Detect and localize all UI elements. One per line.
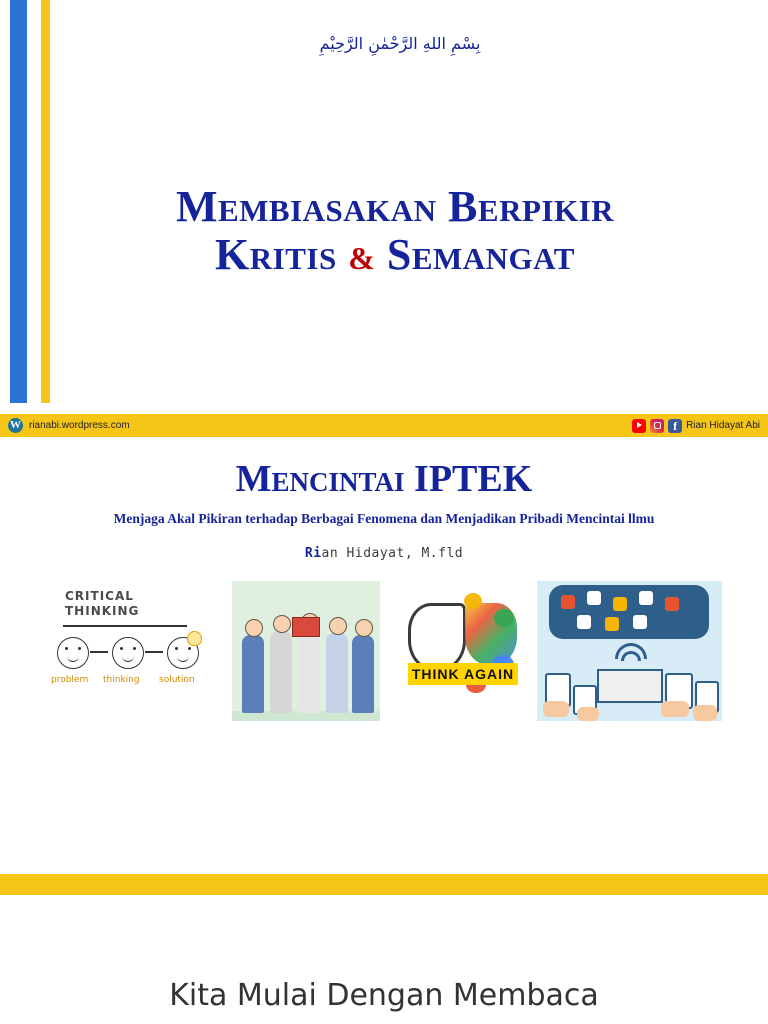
- app-icon: [561, 595, 575, 609]
- app-icon: [633, 615, 647, 629]
- app-icon: [605, 617, 619, 631]
- footer-right-group: [632, 419, 760, 433]
- face-icon-problem: [57, 637, 89, 669]
- slide-1: [0, 0, 768, 437]
- wordpress-icon: W: [10, 419, 21, 431]
- student-figure: [242, 635, 264, 713]
- head-shape: [273, 615, 291, 633]
- bismillah-text: بِسْمِ اللهِ الرَّحْمٰنِ الرَّحِيْمِ: [319, 34, 481, 53]
- student-figure: [326, 633, 348, 713]
- app-icon: [665, 597, 679, 611]
- slide-2-subtitle: Menjaga Akal Pikiran terhadap Berbagai Fenomena dan Menjadikan Pribadi Mencintai llmu: [113, 511, 655, 526]
- ct-heading-line-2: THINKING: [65, 604, 140, 618]
- title-semangat: Semangat: [386, 230, 575, 279]
- author-part-1: Ri: [304, 546, 322, 561]
- facebook-icon[interactable]: f: [668, 419, 682, 433]
- author-part-2: an Hi: [321, 546, 364, 561]
- slide-1-footer: [0, 414, 768, 437]
- brain-outline-left: [408, 603, 466, 671]
- slide-2-author: [0, 546, 768, 561]
- smile-shape: [122, 655, 134, 662]
- title-ampersand: &: [348, 240, 376, 276]
- student-figure: [298, 629, 320, 713]
- ct-heading-line-1: CRITICAL: [65, 589, 134, 603]
- footer-site-url[interactable]: rianabi.wordpress.com: [29, 420, 130, 431]
- footer-left-group: [8, 418, 130, 433]
- ct-label-solution: solution: [159, 675, 195, 685]
- slide-3: [0, 895, 768, 1024]
- face-icon-thinking: [112, 637, 144, 669]
- slide-2: [0, 437, 768, 874]
- desktop-computer-icon: [597, 669, 663, 703]
- slide-3-title: Kita Mulai Dengan Membaca: [169, 978, 599, 1013]
- students-illustration: [232, 581, 380, 721]
- title-line-2: [55, 231, 735, 282]
- connector-1: [90, 651, 108, 653]
- color-blob: [464, 593, 482, 609]
- color-blob: [494, 609, 514, 627]
- cloud-panel: [549, 585, 709, 639]
- lightbulb-icon: [187, 631, 202, 646]
- think-again-brain: [400, 581, 525, 721]
- hand-shape: [661, 701, 689, 717]
- hand-shape: [543, 701, 569, 717]
- yellow-accent-bar: [41, 0, 50, 403]
- head-shape: [329, 617, 347, 635]
- ct-label-thinking: thinking: [103, 675, 140, 685]
- student-figure: [352, 635, 374, 713]
- slide-2-footer-band: [0, 874, 768, 895]
- footer-author-name: Rian Hidayat Abi: [686, 420, 760, 431]
- hand-shape: [693, 705, 717, 721]
- smile-shape: [67, 655, 79, 662]
- slide-1-title: [55, 183, 735, 282]
- image-row: [0, 585, 768, 720]
- connector-2: [145, 651, 163, 653]
- app-icon: [587, 591, 601, 605]
- blue-accent-bar: [10, 0, 27, 403]
- head-shape: [355, 619, 373, 637]
- youtube-icon[interactable]: [632, 419, 646, 433]
- student-figure: [270, 631, 292, 713]
- hand-shape: [577, 707, 599, 721]
- instagram-icon[interactable]: [650, 419, 664, 433]
- critical-thinking-heading: [65, 589, 139, 619]
- app-icon: [639, 591, 653, 605]
- head-shape: [245, 619, 263, 637]
- ct-underline: [63, 625, 187, 627]
- slide-2-title: Mencintai IPTEK: [235, 458, 533, 500]
- author-part-3: dayat, M.fld: [363, 546, 464, 561]
- ct-label-problem: problem: [51, 675, 89, 685]
- digital-technology-illustration: [537, 581, 722, 721]
- book-icon: [292, 617, 320, 637]
- app-icon: [613, 597, 627, 611]
- title-kritis: Kritis: [215, 230, 337, 279]
- app-icon: [577, 615, 591, 629]
- title-line-1: Membiasakan Berpikir: [175, 182, 615, 231]
- think-again-banner: THINK AGAIN: [408, 663, 518, 685]
- critical-thinking-sketch: [47, 585, 207, 717]
- smile-shape: [177, 655, 189, 662]
